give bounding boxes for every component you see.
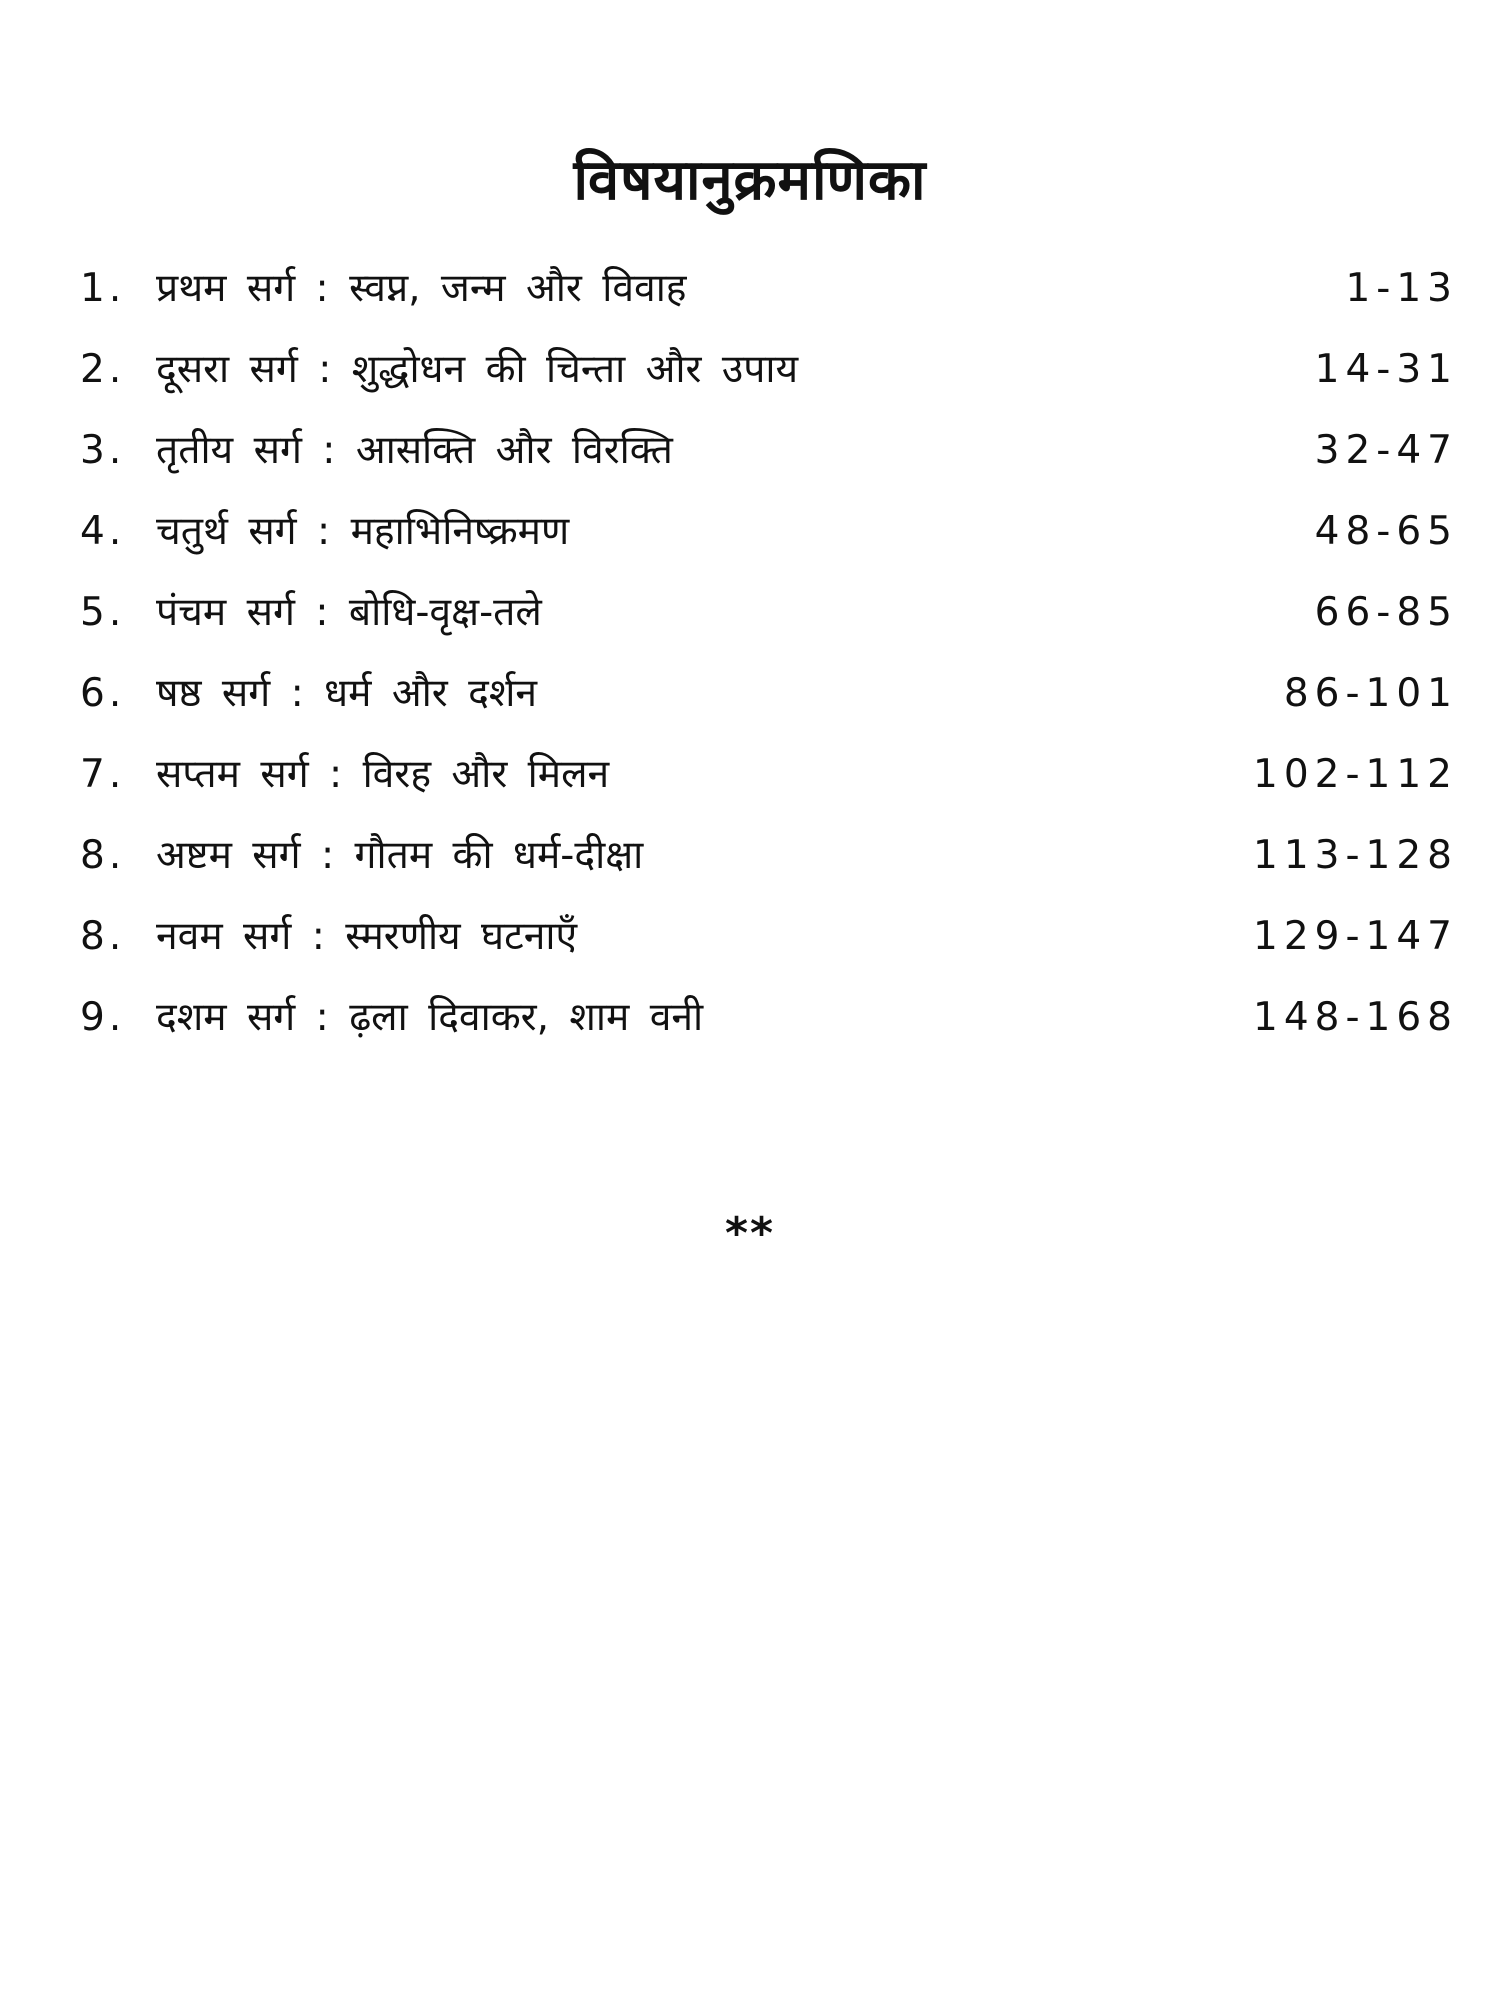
toc-entry[interactable]: [80, 248, 1458, 329]
toc-entry[interactable]: [80, 410, 1458, 491]
toc-entry[interactable]: [80, 896, 1458, 977]
toc-entry-pages: 14-31: [1314, 347, 1458, 392]
toc-entry[interactable]: [80, 329, 1458, 410]
toc-entry-number: 1.: [80, 266, 126, 311]
toc-entry-title: तृतीय सर्ग : आसक्ति और विरक्ति: [156, 428, 673, 473]
toc-entry-title: दशम सर्ग : ढ़ला दिवाकर, शाम वनी: [156, 995, 704, 1040]
toc-entry-title: षष्ठ सर्ग : धर्म और दर्शन: [156, 671, 537, 716]
toc-entry-pages: 102-112: [1253, 752, 1458, 797]
toc-entry[interactable]: [80, 815, 1458, 896]
toc-entry-number: 8.: [80, 914, 126, 959]
toc-entry[interactable]: [80, 491, 1458, 572]
toc-entry-pages: 48-65: [1314, 509, 1458, 554]
toc-entry-pages: 66-85: [1314, 590, 1458, 635]
toc-entry-pages: 129-147: [1253, 914, 1458, 959]
toc-entry[interactable]: [80, 734, 1458, 815]
toc-entry-number: 5.: [80, 590, 126, 635]
toc-entry[interactable]: [80, 653, 1458, 734]
toc-entry-number: 3.: [80, 428, 126, 473]
toc-entry-pages: 113-128: [1253, 833, 1458, 878]
toc-entry[interactable]: [80, 572, 1458, 653]
toc-entry-number: 9.: [80, 995, 126, 1040]
toc-entry[interactable]: [80, 977, 1458, 1058]
toc-entry-pages: 148-168: [1253, 995, 1458, 1040]
page-title: विषयानुक्रमणिका: [573, 147, 927, 213]
toc-entry-title: प्रथम सर्ग : स्वप्न, जन्म और विवाह: [156, 266, 687, 311]
toc-entry-title: सप्तम सर्ग : विरह और मिलन: [156, 752, 610, 797]
toc-entry-number: 6.: [80, 671, 126, 716]
toc-entry-pages: 1-13: [1345, 266, 1458, 311]
toc-entry-title: दूसरा सर्ग : शुद्धोधन की चिन्ता और उपाय: [156, 347, 799, 392]
toc-entry-pages: 86-101: [1283, 671, 1458, 716]
toc-entry-number: 8.: [80, 833, 126, 878]
toc-entry-pages: 32-47: [1314, 428, 1458, 473]
toc-entry-number: 4.: [80, 509, 126, 554]
section-end-mark: **: [724, 1208, 776, 1259]
toc-entry-title: अष्टम सर्ग : गौतम की धर्म-दीक्षा: [156, 833, 644, 878]
table-of-contents: [80, 248, 1458, 1058]
toc-entry-number: 7.: [80, 752, 126, 797]
toc-entry-title: पंचम सर्ग : बोधि-वृक्ष-तले: [156, 590, 542, 635]
toc-entry-number: 2.: [80, 347, 126, 392]
toc-entry-title: नवम सर्ग : स्मरणीय घटनाएँ: [156, 914, 578, 959]
toc-entry-title: चतुर्थ सर्ग : महाभिनिष्क्रमण: [156, 509, 570, 554]
